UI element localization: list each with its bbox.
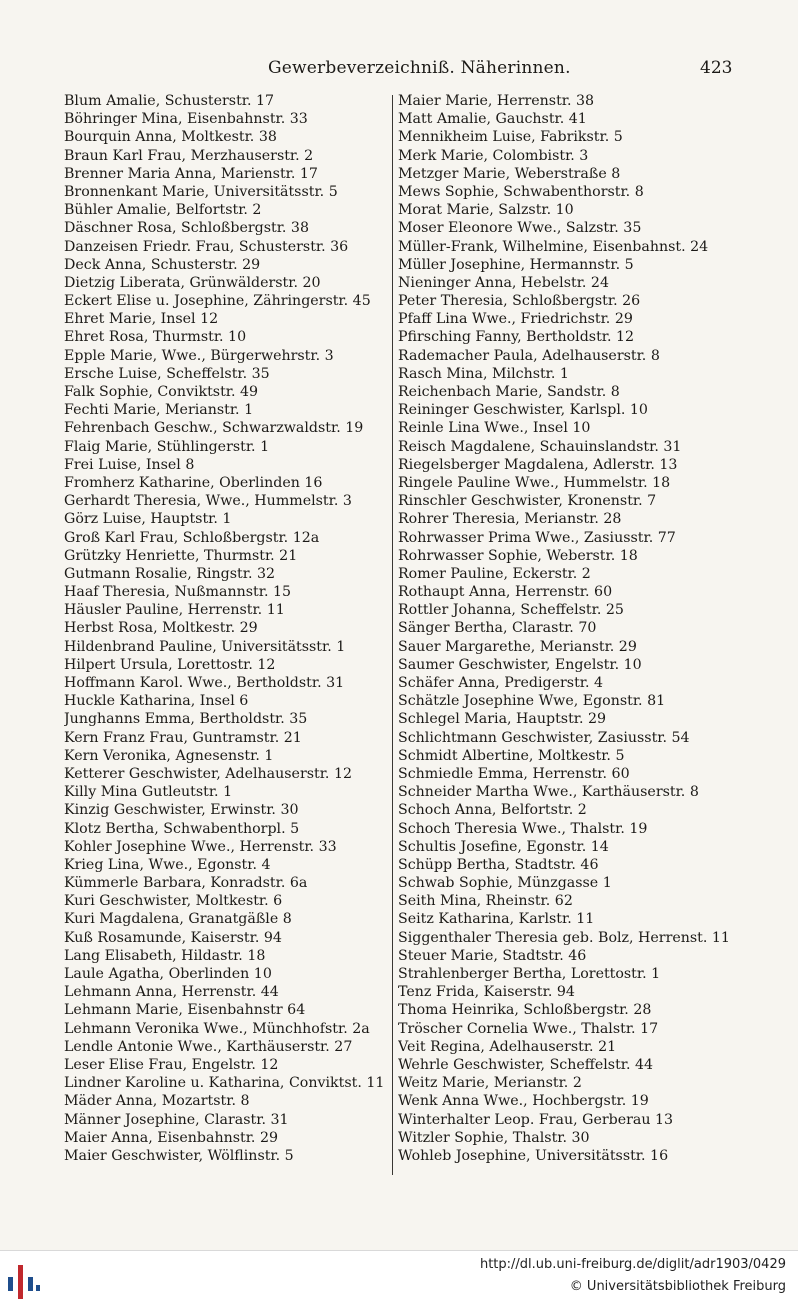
directory-entry: Falk Sophie, Conviktstr. 49 xyxy=(64,384,259,400)
directory-entry: Hilpert Ursula, Lorettostr. 12 xyxy=(64,656,276,673)
directory-entry: Grützky Henriette, Thurmstr. 21 xyxy=(64,547,298,564)
directory-entry: Pfirsching Fanny, Bertholdstr. 12 xyxy=(398,329,635,346)
right-column xyxy=(398,92,732,1165)
directory-entry: Tröscher Cornelia Wwe., Thalstr. 17 xyxy=(398,1020,659,1037)
directory-entry: Gerhardt Theresia, Wwe., Hummelstr. 3 xyxy=(64,493,352,510)
directory-entry: Maier Geschwister, Wölflinstr. 5 xyxy=(64,1147,294,1164)
directory-entry: Morat Marie, Salzstr. 10 xyxy=(398,202,574,219)
directory-entry: Killy Mina Gutleutstr. 1 xyxy=(64,784,233,801)
directory-entry: Rohrwasser Prima Wwe., Zasiusstr. 77 xyxy=(398,529,676,546)
directory-entry: Pfaff Lina Wwe., Friedrichstr. 29 xyxy=(398,311,633,328)
directory-entry: Mews Sophie, Schwabenthorstr. 8 xyxy=(398,183,644,200)
directory-entry: Rasch Mina, Milchstr. 1 xyxy=(398,365,569,382)
directory-entry: Romer Pauline, Eckerstr. 2 xyxy=(398,565,591,582)
directory-entry: Schneider Martha Wwe., Karthäuserstr. 8 xyxy=(398,784,699,801)
directory-entry: Veit Regina, Adelhauserstr. 21 xyxy=(398,1038,617,1055)
directory-entry: Kohler Josephine Wwe., Herrenstr. 33 xyxy=(64,838,337,855)
directory-entry: Mennikheim Luise, Fabrikstr. 5 xyxy=(398,129,623,146)
page-number: 423 xyxy=(700,58,733,78)
directory-entry: Flaig Marie, Stühlingerstr. 1 xyxy=(64,438,270,455)
directory-entry: Peter Theresia, Schloßbergstr. 26 xyxy=(398,293,641,310)
directory-entry: Dietzig Liberata, Grünwälderstr. 20 xyxy=(64,274,321,291)
directory-entry: Schlegel Maria, Hauptstr. 29 xyxy=(398,711,607,728)
directory-entry: Ringele Pauline Wwe., Hummelstr. 18 xyxy=(398,474,671,491)
directory-entry: Wehrle Geschwister, Scheffelstr. 44 xyxy=(398,1056,654,1073)
directory-entry: Däschner Rosa, Schloßbergstr. 38 xyxy=(64,220,309,237)
column-divider xyxy=(392,95,393,1175)
directory-entry: Witzler Sophie, Thalstr. 30 xyxy=(398,1129,590,1146)
directory-entry: Maier Anna, Eisenbahnstr. 29 xyxy=(64,1129,279,1146)
directory-entry: Blum Amalie, Schusterstr. 17 xyxy=(64,93,275,109)
directory-entry: Reisch Magdalene, Schauinslandstr. 31 xyxy=(398,438,682,455)
directory-entry: Bronnenkant Marie, Universitätsstr. 5 xyxy=(64,183,338,200)
directory-entry: Lehmann Veronika Wwe., Münchhofstr. 2a xyxy=(64,1020,370,1037)
directory-entry: Lindner Karoline u. Katharina, Conviktst. 11 xyxy=(64,1075,385,1092)
directory-entry: Strahlenberger Bertha, Lorettostr. 1 xyxy=(398,966,661,982)
directory-entry: Schwab Sophie, Münzgasse 1 xyxy=(398,875,612,892)
directory-entry: Riegelsberger Magdalena, Adlerstr. 13 xyxy=(398,456,678,473)
directory-entry: Hoffmann Karol. Wwe., Bertholdstr. 31 xyxy=(64,675,345,691)
directory-entry: Schäfer Anna, Predigerstr. 4 xyxy=(398,675,604,691)
directory-entry: Schmidt Albertine, Moltkestr. 5 xyxy=(398,747,625,764)
source-url-link[interactable]: http://dl.ub.uni-freiburg.de/diglit/adr1903/0429 xyxy=(479,1257,786,1272)
directory-entry: Siggenthaler Theresia geb. Bolz, Herrenst. 11 xyxy=(398,929,730,946)
directory-entry: Laule Agatha, Oberlinden 10 xyxy=(64,966,272,982)
ub-freiburg-logo-icon xyxy=(6,1261,42,1301)
directory-entry: Brenner Maria Anna, Marienstr. 17 xyxy=(64,165,318,182)
directory-entry: Matt Amalie, Gauchstr. 41 xyxy=(398,111,587,128)
directory-entry: Rademacher Paula, Adelhauserstr. 8 xyxy=(398,347,660,364)
directory-entry: Lehmann Marie, Eisenbahnstr 64 xyxy=(64,1002,306,1019)
directory-entry: Maier Marie, Herrenstr. 38 xyxy=(398,93,595,109)
directory-entry: Kern Veronika, Agnesenstr. 1 xyxy=(64,747,274,764)
directory-entry: Lang Elisabeth, Hildastr. 18 xyxy=(64,947,266,964)
directory-entry: Rohrer Theresia, Merianstr. 28 xyxy=(398,511,622,528)
directory-entry: Metzger Marie, Weberstraße 8 xyxy=(398,165,621,182)
directory-entry: Huckle Katharina, Insel 6 xyxy=(64,693,249,710)
directory-entry: Krieg Lina, Wwe., Egonstr. 4 xyxy=(64,856,271,873)
directory-entry: Klotz Bertha, Schwabenthorpl. 5 xyxy=(64,820,300,837)
page-title: Gewerbeverzeichniß. Näherinnen. xyxy=(268,58,571,78)
directory-entry: Wenk Anna Wwe., Hochbergstr. 19 xyxy=(398,1093,649,1110)
directory-entry: Leser Elise Frau, Engelstr. 12 xyxy=(64,1056,279,1073)
directory-entry: Reichenbach Marie, Sandstr. 8 xyxy=(398,384,620,400)
directory-entry: Tenz Frida, Kaiserstr. 94 xyxy=(398,984,575,1001)
directory-entry: Weitz Marie, Merianstr. 2 xyxy=(398,1075,582,1092)
directory-entry: Kümmerle Barbara, Konradstr. 6a xyxy=(64,875,308,892)
directory-entry: Männer Josephine, Clarastr. 31 xyxy=(64,1111,289,1128)
directory-entry: Kuri Geschwister, Moltkestr. 6 xyxy=(64,893,283,910)
directory-entry: Lehmann Anna, Herrenstr. 44 xyxy=(64,984,279,1001)
directory-entry: Ehret Rosa, Thurmstr. 10 xyxy=(64,329,247,346)
directory-entry: Müller Josephine, Hermannstr. 5 xyxy=(398,256,634,273)
directory-entry: Bourquin Anna, Moltkestr. 38 xyxy=(64,129,277,146)
directory-entry: Kinzig Geschwister, Erwinstr. 30 xyxy=(64,802,299,819)
directory-entry: Häusler Pauline, Herrenstr. 11 xyxy=(64,602,285,619)
directory-entry: Ersche Luise, Scheffelstr. 35 xyxy=(64,365,270,382)
directory-entry: Schultis Josefine, Egonstr. 14 xyxy=(398,838,609,855)
footer-bar xyxy=(0,1250,798,1307)
directory-entry: Böhringer Mina, Eisenbahnstr. 33 xyxy=(64,111,308,128)
directory-entry: Groß Karl Frau, Schloßbergstr. 12a xyxy=(64,529,320,546)
directory-entry: Rottler Johanna, Scheffelstr. 25 xyxy=(398,602,624,619)
directory-entry: Saumer Geschwister, Engelstr. 10 xyxy=(398,656,642,673)
directory-entry: Herbst Rosa, Moltkestr. 29 xyxy=(64,620,258,637)
directory-entry: Schoch Theresia Wwe., Thalstr. 19 xyxy=(398,820,648,837)
directory-entry: Hildenbrand Pauline, Universitätsstr. 1 xyxy=(64,638,346,655)
directory-entry: Reininger Geschwister, Karlspl. 10 xyxy=(398,402,648,419)
directory-entry: Müller-Frank, Wilhelmine, Eisenbahnst. 24 xyxy=(398,238,709,255)
directory-entry: Rothaupt Anna, Herrenstr. 60 xyxy=(398,584,613,601)
directory-entry: Reinle Lina Wwe., Insel 10 xyxy=(398,420,591,437)
directory-entry: Kuri Magdalena, Granatgäßle 8 xyxy=(64,911,292,928)
directory-entry: Danzeisen Friedr. Frau, Schusterstr. 36 xyxy=(64,238,349,255)
directory-entry: Nieninger Anna, Hebelstr. 24 xyxy=(398,274,609,291)
directory-entry: Lendle Antonie Wwe., Karthäuserstr. 27 xyxy=(64,1038,353,1055)
directory-entry: Seitz Katharina, Karlstr. 11 xyxy=(398,911,595,928)
directory-entry: Ketterer Geschwister, Adelhauserstr. 12 xyxy=(64,765,353,782)
directory-entry: Rinschler Geschwister, Kronenstr. 7 xyxy=(398,493,657,510)
directory-entry: Kern Franz Frau, Guntramstr. 21 xyxy=(64,729,302,746)
directory-entry: Deck Anna, Schusterstr. 29 xyxy=(64,256,261,273)
directory-entry: Epple Marie, Wwe., Bürgerwehrstr. 3 xyxy=(64,347,334,364)
page-header xyxy=(0,58,798,84)
directory-entry: Gutmann Rosalie, Ringstr. 32 xyxy=(64,565,276,582)
directory-entry: Bühler Amalie, Belfortstr. 2 xyxy=(64,202,262,219)
directory-entry: Mäder Anna, Mozartstr. 8 xyxy=(64,1093,250,1110)
directory-entry: Rohrwasser Sophie, Weberstr. 18 xyxy=(398,547,638,564)
directory-entry: Junghanns Emma, Bertholdstr. 35 xyxy=(64,711,308,728)
directory-entry: Schlichtmann Geschwister, Zasiusstr. 54 xyxy=(398,729,690,746)
directory-entry: Seith Mina, Rheinstr. 62 xyxy=(398,893,573,910)
directory-entry: Winterhalter Leop. Frau, Gerberau 13 xyxy=(398,1111,674,1128)
directory-entry: Fehrenbach Geschw., Schwarzwaldstr. 19 xyxy=(64,420,364,437)
directory-entry: Görz Luise, Hauptstr. 1 xyxy=(64,511,232,528)
directory-entry: Frei Luise, Insel 8 xyxy=(64,456,195,473)
directory-entry: Fechti Marie, Merianstr. 1 xyxy=(64,402,254,419)
directory-entry: Schüpp Bertha, Stadtstr. 46 xyxy=(398,856,599,873)
left-column xyxy=(64,92,390,1165)
directory-entry: Schätzle Josephine Wwe, Egonstr. 81 xyxy=(398,693,666,710)
directory-entry: Steuer Marie, Stadtstr. 46 xyxy=(398,947,587,964)
directory-entry: Sänger Bertha, Clarastr. 70 xyxy=(398,620,597,637)
directory-entry: Fromherz Katharine, Oberlinden 16 xyxy=(64,474,323,491)
directory-entry: Schoch Anna, Belfortstr. 2 xyxy=(398,802,587,819)
directory-entry: Schmiedle Emma, Herrenstr. 60 xyxy=(398,765,630,782)
directory-entry: Ehret Marie, Insel 12 xyxy=(64,311,219,328)
directory-entry: Haaf Theresia, Nußmannstr. 15 xyxy=(64,584,292,601)
directory-entry: Moser Eleonore Wwe., Salzstr. 35 xyxy=(398,220,642,237)
directory-entry: Eckert Elise u. Josephine, Zähringerstr. 45 xyxy=(64,293,371,310)
directory-entry: Sauer Margarethe, Merianstr. 29 xyxy=(398,638,637,655)
directory-entry: Thoma Heinrika, Schloßbergstr. 28 xyxy=(398,1002,652,1019)
directory-entry: Braun Karl Frau, Merzhauserstr. 2 xyxy=(64,147,314,164)
copyright-text: © Universitätsbibliothek Freiburg xyxy=(569,1279,786,1294)
directory-entry: Merk Marie, Colombistr. 3 xyxy=(398,147,589,164)
directory-entry: Kuß Rosamunde, Kaiserstr. 94 xyxy=(64,929,282,946)
directory-entry: Wohleb Josephine, Universitätsstr. 16 xyxy=(398,1147,669,1164)
